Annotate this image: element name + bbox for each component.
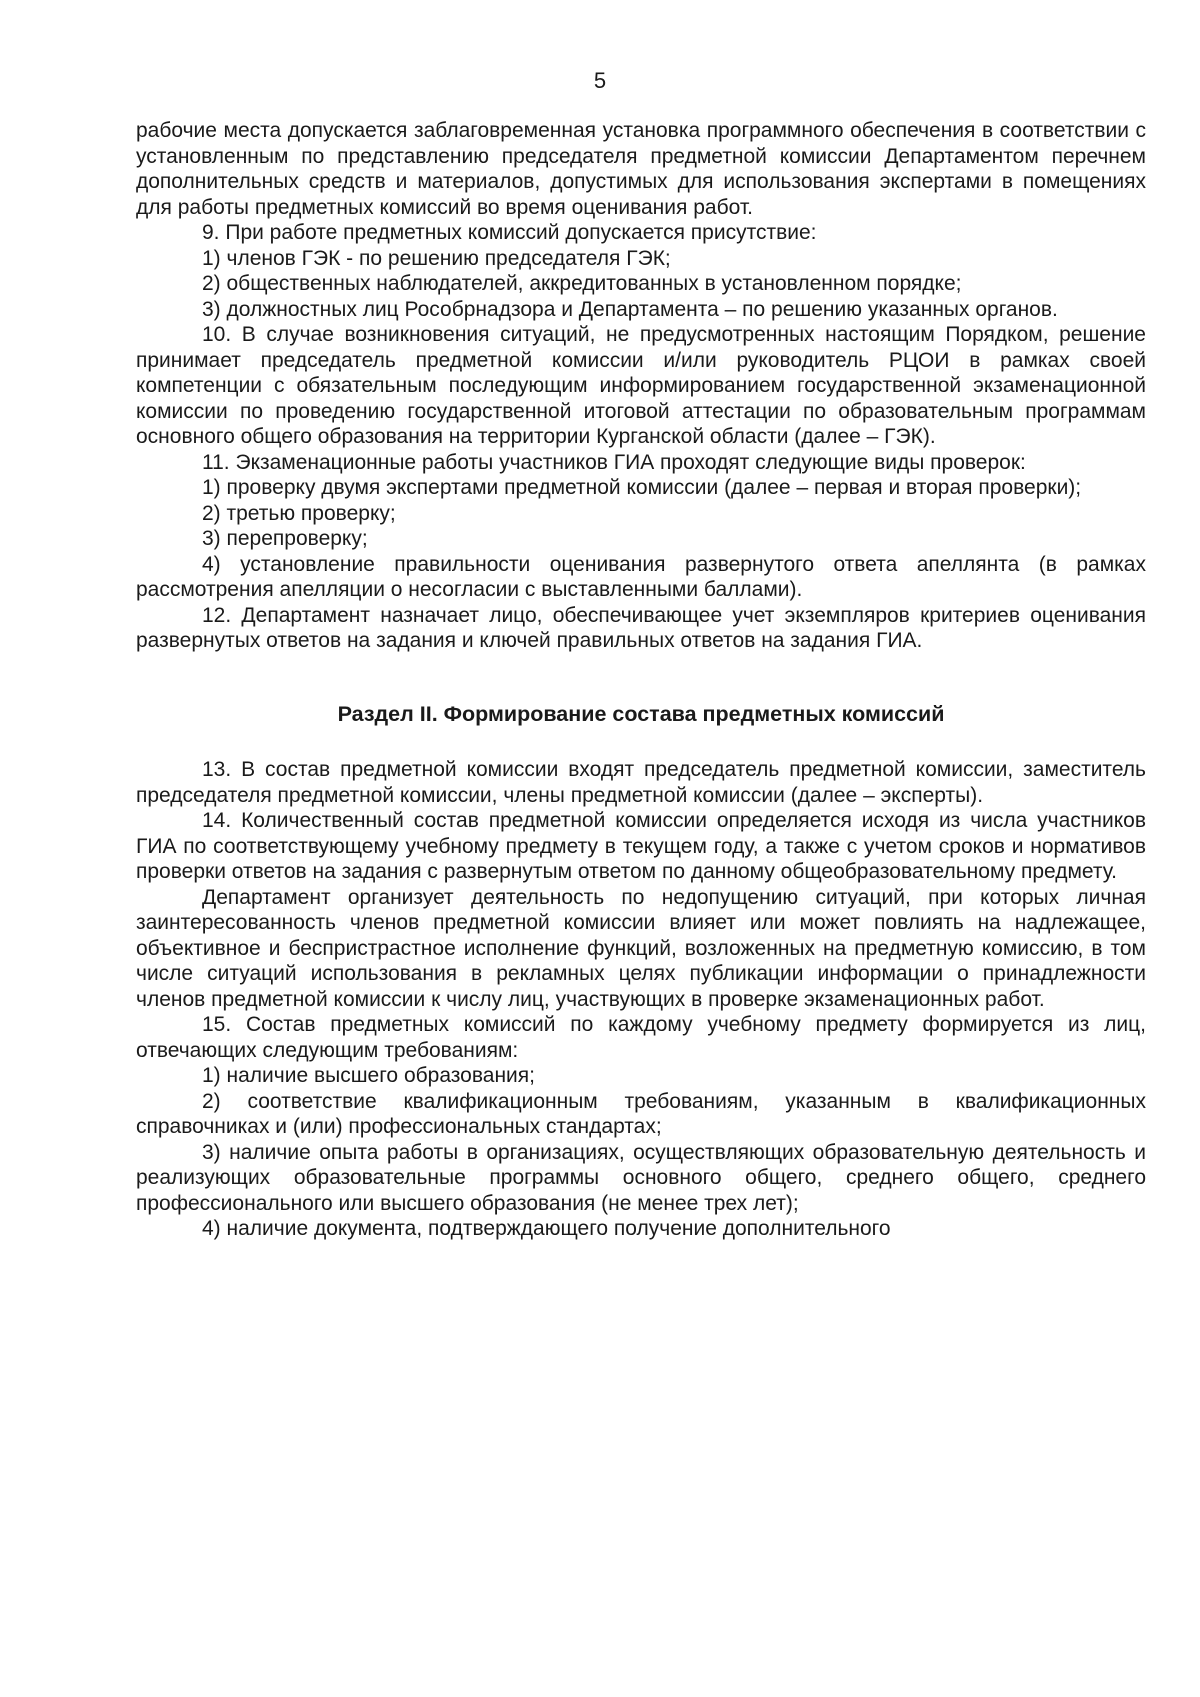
paragraph: 3) перепроверку;	[202, 527, 368, 550]
paragraph: 2) общественных наблюдателей, аккредитованных в установленном порядке;	[202, 272, 962, 295]
page-number: 5	[593, 68, 607, 93]
top-paragraphs	[136, 118, 1146, 654]
paragraph: 2) третью проверку;	[202, 501, 396, 525]
bottom-paragraphs	[136, 757, 1146, 1242]
paragraph: 4) наличие документа, подтверждающего получение дополнительного	[202, 1217, 891, 1240]
paragraph: 9. При работе предметных комиссий допускается присутствие:	[202, 221, 817, 244]
paragraph: 4) установление правильности оценивания развернутого ответа апеллянта (в рамках рассмотрения апелляции о несогласии с выставленными баллами).	[136, 552, 1146, 601]
paragraph: 1) наличие высшего образования;	[202, 1064, 535, 1087]
section-heading: Раздел II. Формирование состава предметных комиссий	[337, 701, 945, 726]
paragraph: 12. Департамент назначает лицо, обеспечивающее учет экземпляров критериев оценивания развернутых ответов на задания и ключей правильных ответов на задания ГИА.	[136, 603, 1146, 652]
paragraph: 13. В состав предметной комиссии входят председатель предметной комиссии, заместитель председателя предметной комиссии, члены предметной комиссии (далее – эксперты).	[136, 758, 1146, 807]
paragraph: 11. Экзаменационные работы участников ГИА проходят следующие виды проверок:	[202, 450, 1026, 474]
paragraph: 3) должностных лиц Рособрнадзора и Департамента – по решению указанных органов.	[202, 297, 1058, 321]
paragraph: 15. Состав предметных комиссий по каждому учебному предмету формируется из лиц, отвечающих следующим требованиям:	[136, 1013, 1146, 1062]
paragraph: 1) членов ГЭК - по решению председателя ГЭК;	[202, 246, 671, 270]
paragraph: 14. Количественный состав предметной комиссии определяется исходя из числа участников ГИА по соответствующему учебному предмету в текущем году, а также с учетом сроков и нормативов проверки ответов на задания с развернутым ответом по данному общеобразовательному предмету.	[136, 809, 1146, 883]
paragraph: 10. В случае возникновения ситуаций, не предусмотренных настоящим Порядком, решение принимает председатель предметной комиссии и/или руководитель РЦОИ в рамках своей компетенции с обязательным последующим информированием государственной экзаменационной комиссии по проведению государственной итоговой аттестации по образовательным программам основного общего образования на территории Курганской области (далее – ГЭК).	[136, 323, 1146, 448]
paragraph: рабочие места допускается заблаговременная установка программного обеспечения в соответствии с установленным по представлению председателя предметной комиссии Департаментом перечнем дополнительных средств и материалов, допустимых для использования экспертами в помещениях для работы предметных комиссий во время оценивания работ.	[136, 119, 1146, 219]
paragraph: 1) проверку двумя экспертами предметной комиссии (далее – первая и вторая проверки);	[202, 476, 1082, 499]
paragraph: Департамент организует деятельность по недопущению ситуаций, при которых личная заинтересованность членов предметной комиссии влияет или может повлиять на надлежащее, объективное и беспристрастное исполнение функций, возложенных на предметную комиссию, в том числе ситуаций использования в рекламных целях публикации информации о принадлежности членов предметной комиссии к числу лиц, участвующих в проверке экзаменационных работ.	[136, 885, 1146, 1011]
paragraph: 3) наличие опыта работы в организациях, осуществляющих образовательную деятельность и реализующих образовательные программы основного общего, среднего общего, среднего профессионального или высшего образования (не менее трех лет);	[136, 1140, 1146, 1215]
document-body	[136, 118, 1146, 1242]
paragraph: 2) соответствие квалификационным требованиям, указанным в квалификационных справочниках и (или) профессиональных стандартах;	[136, 1089, 1146, 1138]
